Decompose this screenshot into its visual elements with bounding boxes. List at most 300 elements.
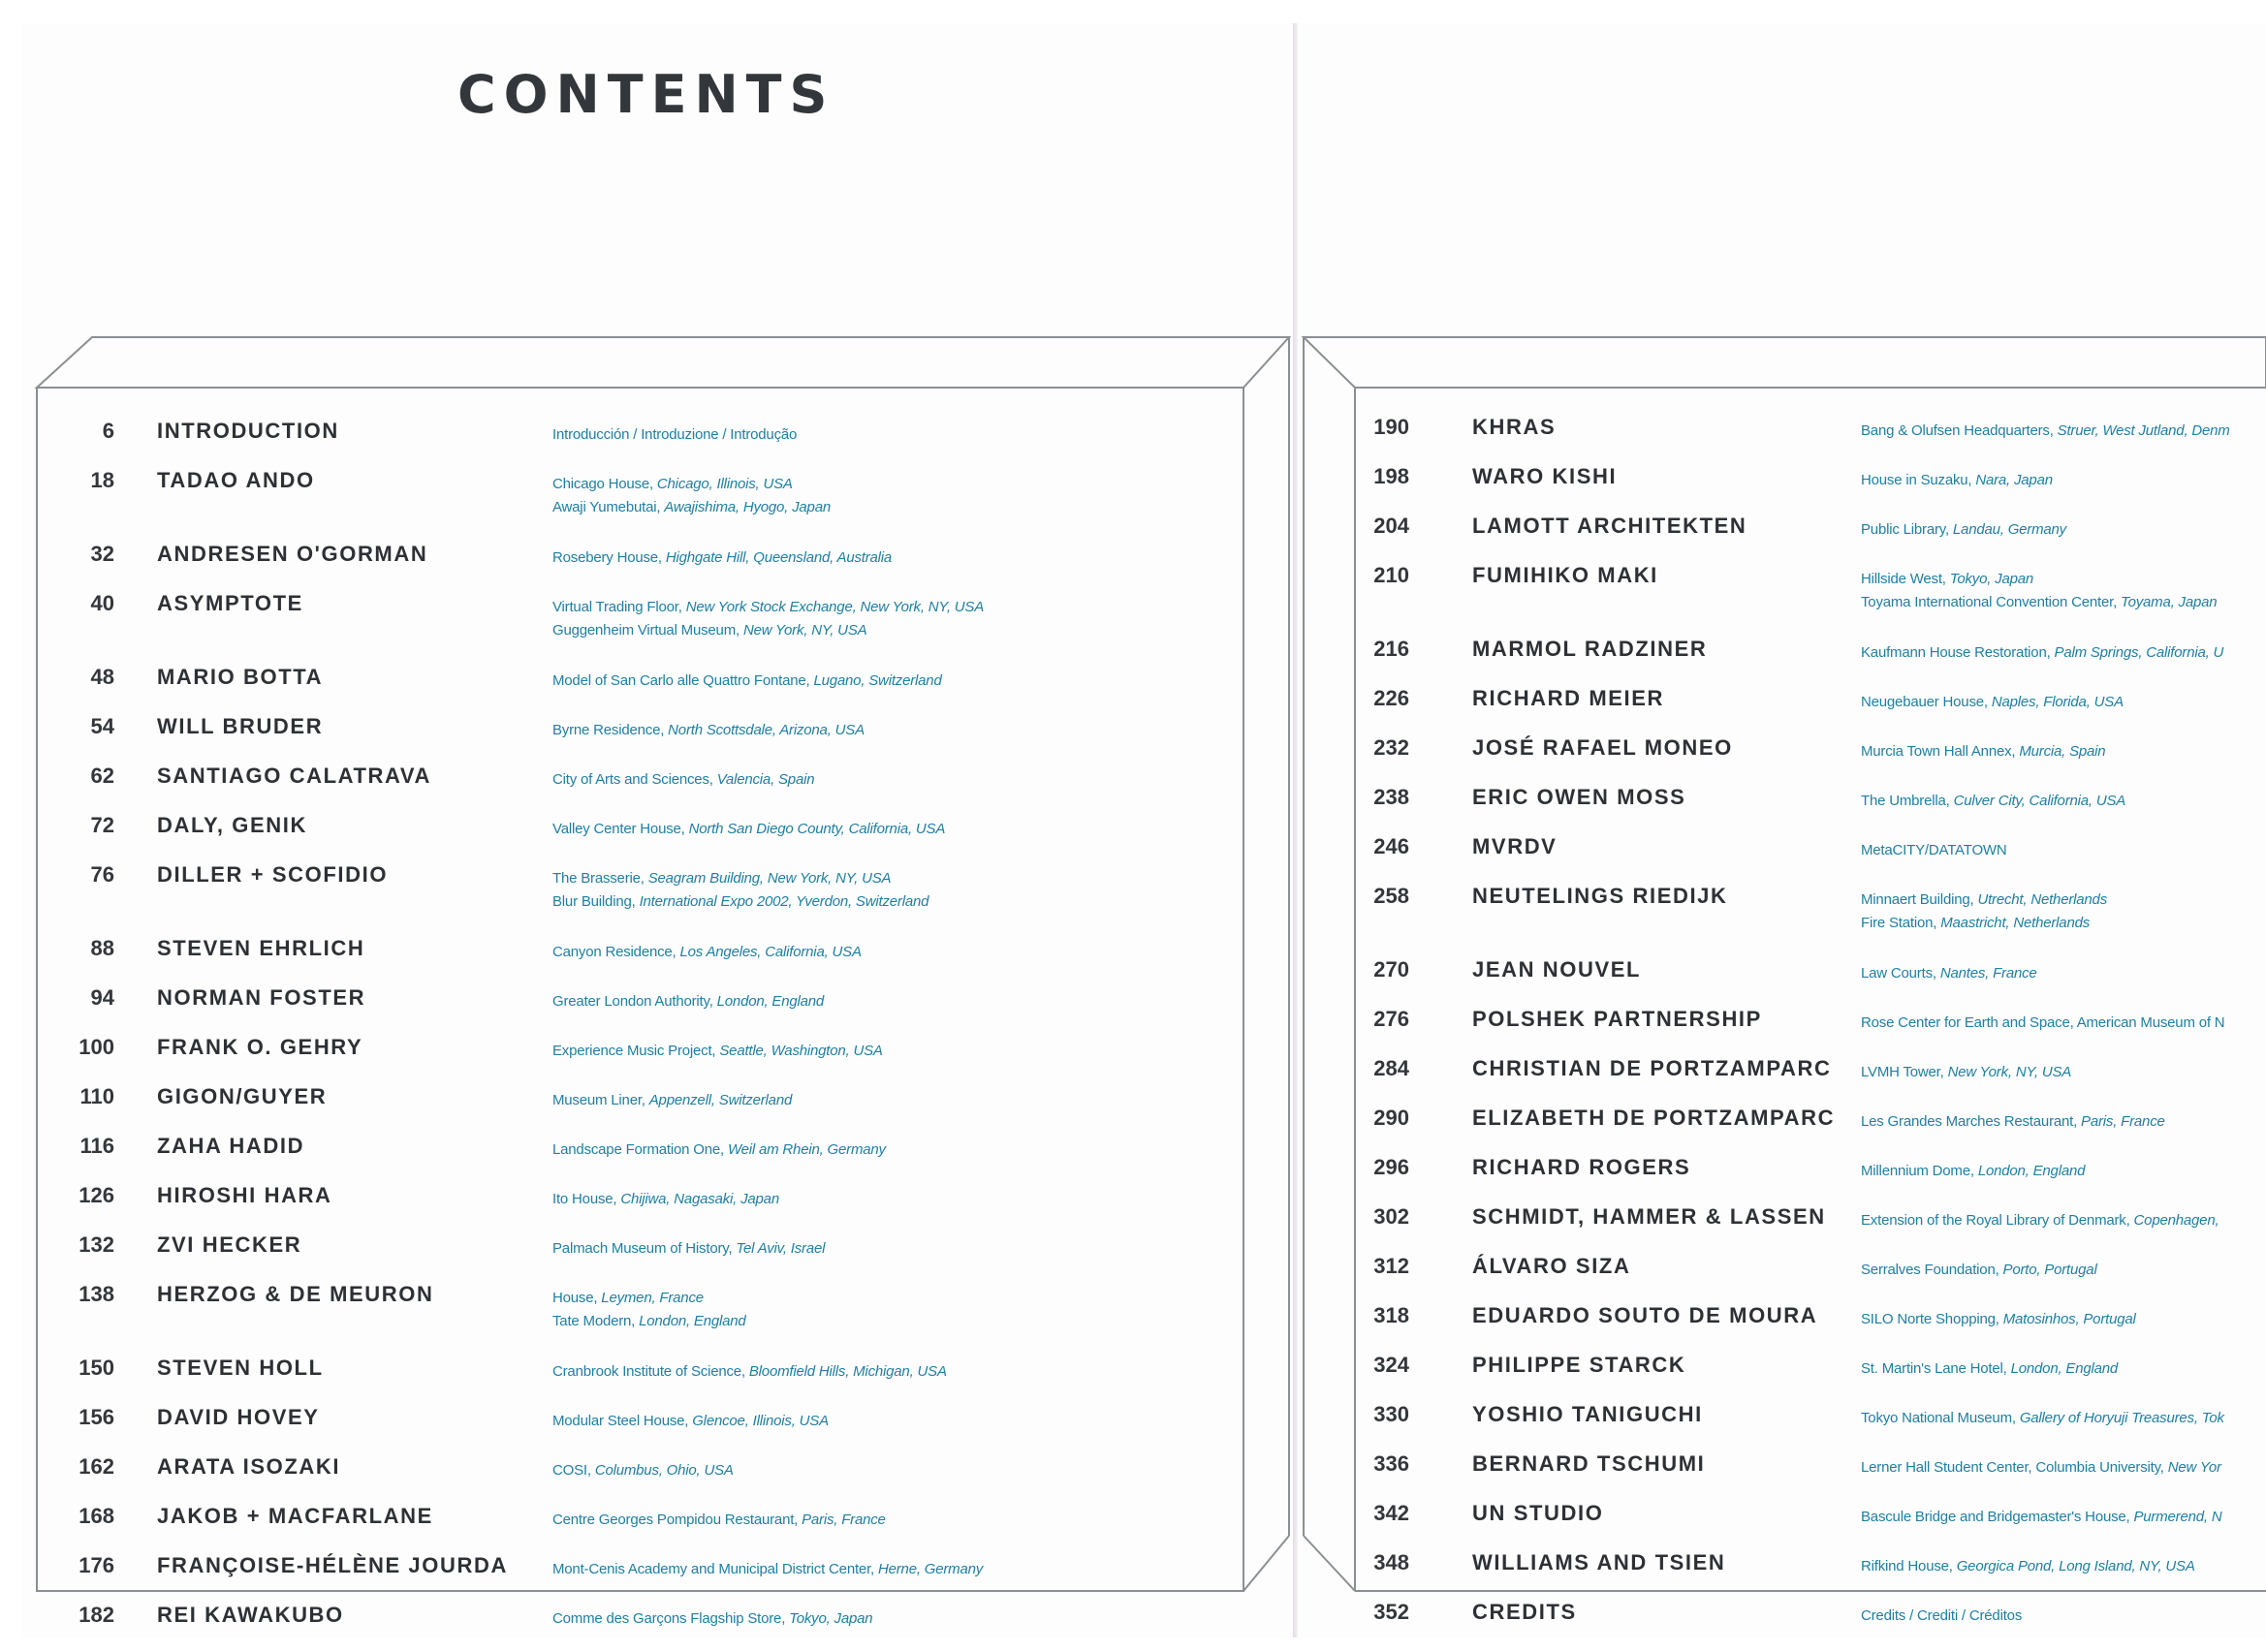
toc-entry[interactable] (1328, 514, 2266, 563)
toc-entry[interactable] (1328, 1501, 2266, 1550)
toc-entry[interactable] (33, 1035, 1235, 1084)
architect-name: MARIO BOTTA (157, 665, 324, 689)
project-location: Nantes, France (1939, 965, 2037, 982)
project-title: Fire Station, (1861, 915, 1941, 931)
page-number: 210 (1373, 563, 1409, 587)
architect-name: GIGON/GUYER (157, 1084, 328, 1108)
architect-name: WARO KISHI (1472, 464, 1618, 488)
architect-name: INTRODUCTION (157, 419, 339, 443)
project-line (1861, 1308, 2266, 1331)
project-location: Matosinhos, Portugal (2002, 1311, 2136, 1327)
project-line (1861, 518, 2266, 542)
toc-entry[interactable] (33, 714, 1235, 764)
toc-entry[interactable] (33, 1405, 1235, 1454)
page-number: 324 (1373, 1353, 1409, 1377)
project-line (1861, 1605, 2266, 1628)
project-line (1861, 888, 2266, 912)
project-list (1861, 1550, 2266, 1578)
page-number: 62 (90, 764, 114, 788)
page-number: 226 (1373, 686, 1409, 710)
project-location: New York, NY, USA (1947, 1064, 2072, 1080)
project-location: Los Angeles, California, USA (679, 944, 862, 960)
architect-name: STEVEN EHRLICH (157, 936, 365, 960)
project-title: Introducción / Introduzione / Introdução (552, 426, 798, 443)
project-line (1861, 1555, 2266, 1578)
page-number: 138 (79, 1282, 114, 1306)
project-title: Experience Music Project, (552, 1043, 720, 1059)
page-number: 168 (79, 1504, 114, 1528)
project-location: Tel Aviv, Israel (736, 1240, 826, 1257)
project-line (1861, 1357, 2266, 1381)
toc-entry[interactable] (33, 542, 1235, 591)
project-location: London, England (639, 1313, 746, 1329)
page-number: 116 (79, 1134, 114, 1158)
project-line (1861, 1061, 2266, 1084)
project-title: Museum Liner, (552, 1092, 649, 1108)
project-title: Law Courts, (1861, 965, 1940, 982)
project-list (1861, 686, 2266, 714)
page-number: 176 (79, 1553, 114, 1577)
project-line (1861, 962, 2266, 985)
project-line (1861, 740, 2266, 764)
architect-name: HERZOG & DE MEURON (157, 1282, 434, 1306)
page-number: 18 (90, 468, 114, 492)
project-line (1861, 641, 2266, 665)
architect-name: UN STUDIO (1472, 1501, 1604, 1525)
toc-entry[interactable] (33, 1356, 1235, 1405)
project-line (1861, 1259, 2266, 1282)
project-title: Comme des Garçons Flagship Store, (552, 1610, 790, 1627)
project-title: Canyon Residence, (552, 944, 680, 960)
left-box-top-face (37, 337, 1289, 388)
project-title: Toyama International Convention Center, (1861, 594, 2121, 610)
toc-entry[interactable] (1328, 1056, 2266, 1106)
project-title: City of Arts and Sciences, (552, 771, 717, 788)
project-line (552, 1237, 1235, 1261)
project-title: Tokyo National Museum, (1861, 1410, 2020, 1426)
project-title: The Umbrella, (1861, 793, 1954, 809)
page-number: 54 (90, 714, 114, 738)
project-line (1861, 568, 2266, 591)
project-line (1861, 469, 2266, 492)
page-number: 296 (1373, 1155, 1409, 1179)
project-line (552, 890, 1235, 914)
project-location: Naples, Florida, USA (1991, 694, 2124, 710)
page-number: 258 (1373, 884, 1409, 908)
project-title: Rifkind House, (1861, 1558, 1957, 1574)
project-title: Awaji Yumebutai, (552, 499, 665, 515)
toc-entry[interactable] (33, 1454, 1235, 1504)
architect-name: EDUARDO SOUTO DE MOURA (1472, 1303, 1818, 1327)
architect-name: PHILIPPE STARCK (1472, 1353, 1686, 1377)
project-line (1861, 1407, 2266, 1430)
project-location: Purmerend, N (2133, 1509, 2222, 1525)
toc-entry[interactable] (33, 764, 1235, 813)
architect-name: FUMIHIKO MAKI (1472, 563, 1658, 587)
project-location: Maastricht, Netherlands (1940, 915, 2091, 931)
project-line (552, 1287, 1235, 1310)
project-location: Paris, France (2081, 1113, 2165, 1130)
project-line (552, 1360, 1235, 1384)
toc-entry[interactable] (33, 985, 1235, 1035)
project-location: London, England (1977, 1163, 2086, 1179)
project-title: MetaCITY/DATATOWN (1861, 842, 2007, 858)
project-line (1861, 691, 2266, 714)
project-list (1861, 957, 2266, 985)
architect-name: JAKOB + MACFARLANE (157, 1504, 433, 1528)
toc-entry[interactable] (1328, 637, 2266, 686)
page-number: 40 (90, 591, 114, 615)
toc-entry[interactable] (33, 936, 1235, 985)
project-location: Herne, Germany (877, 1561, 984, 1577)
project-list (1861, 637, 2266, 665)
architect-name: WILL BRUDER (157, 714, 324, 738)
project-title: Model of San Carlo alle Quattro Fontane, (552, 672, 814, 689)
page-number: 290 (1373, 1106, 1409, 1130)
project-title: House, (552, 1290, 602, 1306)
toc-entry[interactable] (1328, 1155, 2266, 1204)
architect-name: SCHMIDT, HAMMER & LASSEN (1472, 1204, 1826, 1229)
project-location: Tokyo, Japan (1949, 571, 2034, 587)
project-location: Utrecht, Netherlands (1977, 891, 2108, 908)
project-list (1861, 1402, 2266, 1430)
project-location: North Scottsdale, Arizona, USA (668, 722, 865, 738)
page-number: 132 (79, 1232, 114, 1257)
architect-name: NORMAN FOSTER (157, 985, 366, 1010)
project-line (552, 719, 1235, 742)
architect-name: LAMOTT ARCHITEKTEN (1472, 514, 1747, 538)
page-number: 270 (1373, 957, 1409, 982)
project-title: Credits / Crediti / Créditos (1861, 1607, 2023, 1624)
project-title: Bang & Olufsen Headquarters, (1861, 422, 2058, 439)
project-list (1861, 735, 2266, 764)
project-location: Lugano, Switzerland (813, 672, 942, 689)
project-line (1861, 1110, 2266, 1134)
architect-name: ELIZABETH DE PORTZAMPARC (1472, 1106, 1836, 1130)
toc-entry[interactable] (1328, 1550, 2266, 1600)
project-location: Appenzell, Switzerland (648, 1092, 793, 1108)
project-list (552, 468, 1235, 519)
project-location: Glencoe, Illinois, USA (692, 1413, 829, 1429)
toc-entry[interactable] (1328, 1254, 2266, 1303)
project-title: Ito House, (552, 1191, 621, 1207)
architect-name: ARATA ISOZAKI (157, 1454, 341, 1479)
architect-name: ZAHA HADID (157, 1134, 305, 1158)
project-list (1861, 1155, 2266, 1183)
project-location: Bloomfield Hills, Michigan, USA (748, 1363, 947, 1380)
page-number: 150 (79, 1356, 114, 1380)
architect-name: POLSHEK PARTNERSHIP (1472, 1007, 1762, 1031)
project-title: Extension of the Royal Library of Denmark, (1861, 1212, 2134, 1229)
project-location: Toyama, Japan (2121, 594, 2218, 610)
project-line (552, 423, 1235, 447)
page-number: 352 (1373, 1600, 1409, 1624)
project-title: LVMH Tower, (1861, 1064, 1948, 1080)
project-list (552, 1035, 1235, 1063)
project-line (552, 473, 1235, 496)
project-location: New York Stock Exchange, New York, NY, USA (685, 599, 985, 615)
project-title: Tate Modern, (552, 1313, 640, 1329)
project-list (1861, 1303, 2266, 1331)
project-list (1861, 1451, 2266, 1480)
project-line (1861, 420, 2266, 443)
project-location: Seattle, Washington, USA (719, 1043, 883, 1059)
toc-entry[interactable] (33, 1504, 1235, 1553)
project-list (552, 1356, 1235, 1384)
toc-entry[interactable] (33, 1603, 1235, 1652)
architect-name: REI KAWAKUBO (157, 1603, 344, 1627)
project-location: Copenhagen, (2133, 1212, 2219, 1229)
project-list (1861, 884, 2266, 935)
project-title: Landscape Formation One, (552, 1141, 728, 1158)
architect-name: YOSHIO TANIGUCHI (1472, 1402, 1703, 1426)
project-line (552, 941, 1235, 964)
project-location: London, England (2010, 1360, 2119, 1377)
architect-name: FRANÇOISE-HÉLÈNE JOURDA (157, 1553, 508, 1577)
toc-entry[interactable] (1328, 1007, 2266, 1056)
project-line (552, 496, 1235, 519)
project-list (1861, 464, 2266, 492)
project-line (1861, 591, 2266, 614)
page-number: 330 (1373, 1402, 1409, 1426)
project-list (552, 714, 1235, 742)
project-list (552, 1183, 1235, 1211)
page-number: 182 (79, 1603, 114, 1627)
project-title: Guggenheim Virtual Museum, (552, 622, 743, 639)
project-title: Valley Center House, (552, 821, 689, 837)
project-title: Rosebery House, (552, 549, 666, 566)
architect-name: JEAN NOUVEL (1472, 957, 1642, 982)
project-line (552, 1607, 1235, 1631)
project-title: SILO Norte Shopping, (1861, 1311, 2003, 1327)
project-location: Landau, Germany (1952, 521, 2066, 538)
page-number: 76 (90, 862, 114, 887)
page-number: 32 (90, 542, 114, 566)
architect-name: STEVEN HOLL (157, 1356, 324, 1380)
toc-entry[interactable] (1328, 957, 2266, 1007)
project-title: Minnaert Building, (1861, 891, 1978, 908)
toc-entry[interactable] (1328, 834, 2266, 884)
toc-entry[interactable] (1328, 415, 2266, 464)
architect-name: SANTIAGO CALATRAVA (157, 764, 432, 788)
architect-name: MVRDV (1472, 834, 1558, 858)
project-list (552, 862, 1235, 914)
project-title: Lerner Hall Student Center, Columbia University, (1861, 1459, 2168, 1476)
project-title: Greater London Authority, (552, 993, 717, 1010)
project-list (552, 1134, 1235, 1162)
architect-name: TADAO ANDO (157, 468, 315, 492)
project-location: New York, NY, USA (742, 622, 867, 639)
toc-list-left (33, 419, 1235, 1652)
architect-name: MARMOL RADZINER (1472, 637, 1708, 661)
architect-name: ÁLVARO SIZA (1472, 1254, 1631, 1278)
project-location: Porto, Portugal (2002, 1262, 2097, 1278)
page-number: 88 (90, 936, 114, 960)
page-number: 336 (1373, 1451, 1409, 1476)
project-line (1861, 1506, 2266, 1529)
page-number: 232 (1373, 735, 1409, 760)
project-title: Les Grandes Marches Restaurant, (1861, 1113, 2082, 1130)
project-location: Columbus, Ohio, USA (594, 1462, 734, 1479)
project-title: Centre Georges Pompidou Restaurant, (552, 1512, 803, 1528)
toc-entry[interactable] (33, 1084, 1235, 1134)
toc-list-right (1328, 415, 2266, 1649)
project-location: North San Diego County, California, USA (688, 821, 946, 837)
toc-entry[interactable] (33, 862, 1235, 936)
project-title: Blur Building, (552, 893, 640, 910)
project-list (552, 936, 1235, 964)
toc-entry[interactable] (33, 1134, 1235, 1183)
toc-entry[interactable] (33, 1232, 1235, 1282)
project-list (552, 764, 1235, 792)
project-line (1861, 1209, 2266, 1232)
project-list (552, 1504, 1235, 1532)
project-list (552, 985, 1235, 1013)
project-list (552, 1282, 1235, 1333)
project-line (552, 1089, 1235, 1112)
page-number: 190 (1373, 415, 1409, 439)
page-number: 100 (79, 1035, 114, 1059)
toc-entry[interactable] (1328, 785, 2266, 834)
project-line (552, 596, 1235, 619)
project-line (552, 768, 1235, 792)
architect-name: ANDRESEN O'GORMAN (157, 542, 428, 566)
project-title: Neugebauer House, (1861, 694, 1992, 710)
project-list (552, 1405, 1235, 1433)
project-line (1861, 839, 2266, 862)
project-title: Byrne Residence, (552, 722, 669, 738)
project-location: Valencia, Spain (716, 771, 815, 788)
architect-name: DALY, GENIK (157, 813, 307, 837)
architect-name: ASYMPTOTE (157, 591, 303, 615)
page-number: 72 (90, 813, 114, 837)
project-list (1861, 1007, 2266, 1035)
toc-entry[interactable] (1328, 1204, 2266, 1254)
architect-name: CREDITS (1472, 1600, 1577, 1624)
project-list (552, 1232, 1235, 1261)
architect-name: FRANK O. GEHRY (157, 1035, 363, 1059)
project-line (552, 818, 1235, 841)
project-title: Cranbrook Institute of Science, (552, 1363, 749, 1380)
toc-entry[interactable] (1328, 1600, 2266, 1649)
project-list (552, 665, 1235, 693)
project-line (552, 1459, 1235, 1482)
toc-entry[interactable] (33, 419, 1235, 468)
toc-entry[interactable] (1328, 1353, 2266, 1402)
architect-name: ZVI HECKER (157, 1232, 302, 1257)
toc-entry[interactable] (1328, 686, 2266, 735)
page-number: 6 (102, 419, 114, 443)
toc-entry[interactable] (1328, 1303, 2266, 1353)
project-title: The Brasserie, (552, 870, 648, 887)
architect-name: BERNARD TSCHUMI (1472, 1451, 1706, 1476)
project-location: Tokyo, Japan (789, 1610, 873, 1627)
toc-entry[interactable] (33, 1553, 1235, 1603)
project-line (1861, 790, 2266, 813)
toc-entry[interactable] (33, 1183, 1235, 1232)
page-number: 238 (1373, 785, 1409, 809)
architect-name: CHRISTIAN DE PORTZAMPARC (1472, 1056, 1832, 1080)
project-location: Murcia, Spain (2019, 743, 2106, 760)
project-title: Rose Center for Earth and Space, American Museum of N (1861, 1014, 2225, 1031)
page-number: 126 (79, 1183, 114, 1207)
project-line (552, 1188, 1235, 1211)
project-list (552, 591, 1235, 642)
page-number: 246 (1373, 834, 1409, 858)
project-list (552, 1553, 1235, 1581)
project-location: New Yor (2167, 1459, 2221, 1476)
architect-name: DILLER + SCOFIDIO (157, 862, 389, 887)
project-location: Struer, West Jutland, Denm (2057, 422, 2230, 439)
project-list (1861, 514, 2266, 542)
project-line (552, 990, 1235, 1013)
project-location: Chicago, Illinois, USA (656, 476, 793, 492)
project-location: Paris, France (802, 1512, 886, 1528)
left-box-bottom-edge (1243, 1536, 1289, 1591)
project-location: Awajishima, Hyogo, Japan (664, 499, 831, 515)
project-line (552, 1410, 1235, 1433)
toc-entry[interactable] (1328, 735, 2266, 785)
project-title: Murcia Town Hall Annex, (1861, 743, 2020, 760)
project-line (1861, 1160, 2266, 1183)
project-location: Georgica Pond, Long Island, NY, USA (1956, 1558, 2195, 1574)
project-list (1861, 1501, 2266, 1529)
project-list (1861, 1353, 2266, 1381)
toc-entry[interactable] (33, 591, 1235, 665)
project-line (1861, 912, 2266, 935)
project-line (552, 619, 1235, 642)
toc-entry[interactable] (1328, 563, 2266, 637)
page-number: 318 (1373, 1303, 1409, 1327)
project-list (552, 1603, 1235, 1631)
project-location: Weil am Rhein, Germany (727, 1141, 886, 1158)
toc-entry[interactable] (1328, 1451, 2266, 1501)
project-title: COSI, (552, 1462, 595, 1479)
project-title: Serralves Foundation, (1861, 1262, 2003, 1278)
toc-entry[interactable] (1328, 464, 2266, 514)
project-line (552, 670, 1235, 693)
project-list (1861, 785, 2266, 813)
page-number: 48 (90, 665, 114, 689)
project-title: Kaufmann House Restoration, (1861, 644, 2055, 661)
architect-name: RICHARD MEIER (1472, 686, 1665, 710)
project-location: London, England (716, 993, 825, 1010)
toc-entry[interactable] (33, 665, 1235, 714)
page-number: 204 (1373, 514, 1409, 538)
project-list (552, 1084, 1235, 1112)
toc-entry[interactable] (33, 813, 1235, 862)
page-number: 312 (1373, 1254, 1409, 1278)
project-list (1861, 1600, 2266, 1628)
project-title: Hillside West, (1861, 571, 1950, 587)
toc-entry[interactable] (33, 1282, 1235, 1356)
architect-name: DAVID HOVEY (157, 1405, 320, 1429)
page-number: 110 (79, 1084, 114, 1108)
toc-entry[interactable] (1328, 1106, 2266, 1155)
project-location: Seagram Building, New York, NY, USA (647, 870, 892, 887)
project-location: Chijiwa, Nagasaki, Japan (620, 1191, 779, 1207)
project-list (552, 542, 1235, 570)
architect-name: WILLIAMS AND TSIEN (1472, 1550, 1726, 1574)
page-number: 156 (79, 1405, 114, 1429)
page-number: 162 (79, 1454, 114, 1479)
toc-entry[interactable] (33, 468, 1235, 542)
project-title: Modular Steel House, (552, 1413, 693, 1429)
project-line (552, 867, 1235, 890)
toc-entry[interactable] (1328, 1402, 2266, 1451)
project-list (1861, 1106, 2266, 1134)
toc-entry[interactable] (1328, 884, 2266, 957)
